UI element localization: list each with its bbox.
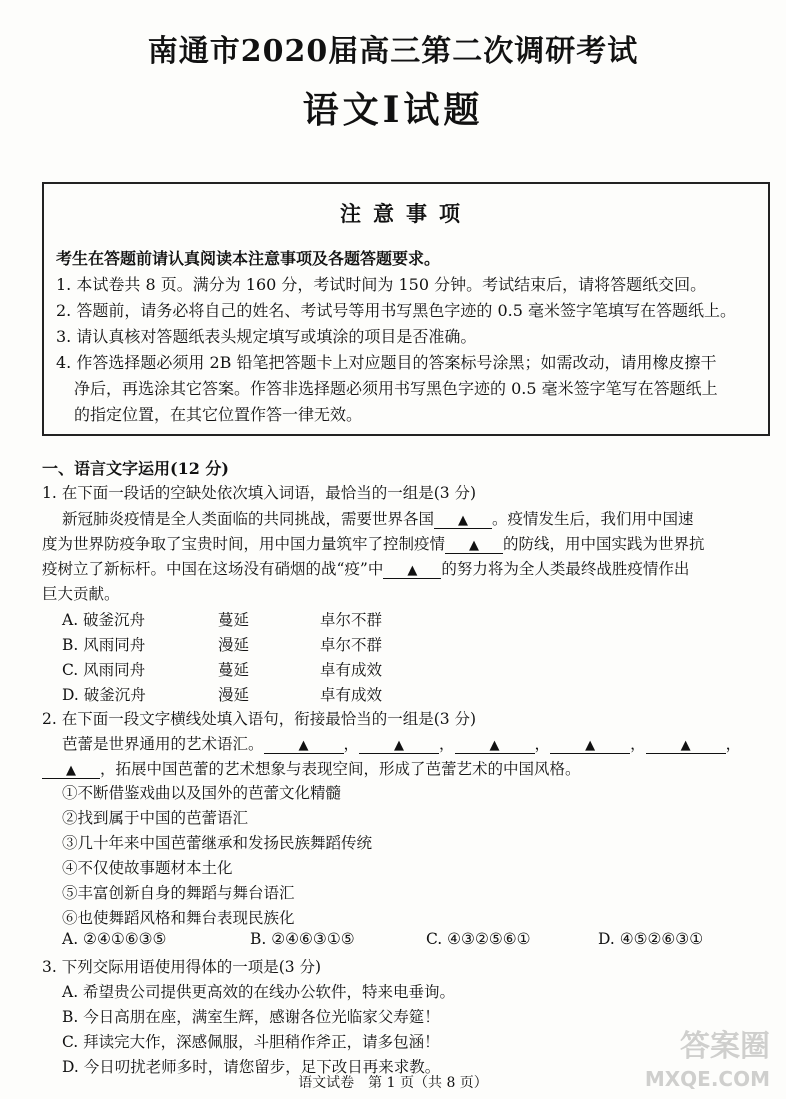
notice-item-4-cont-1: 净后，再选涂其它答案。作答非选择题必须用书写黑色字迹的 0.5 毫米签字笔写在答题纸上 — [74, 379, 718, 398]
q2-passage-line-1: 芭蕾是世界通用的艺术语汇。 ▲ ， ▲ ， ▲ ， ▲ ， ▲ ， — [62, 735, 742, 753]
q2-sentence-1: ①不断借鉴戏曲以及国外的芭蕾文化精髓 — [62, 784, 342, 802]
q1-text-3b: 的努力将为全人类最终战胜疫情作出 — [441, 560, 690, 578]
q2-sentence-5: ⑤丰富创新自身的舞蹈与舞台语汇 — [62, 884, 295, 902]
q2-blank-4: ▲ — [550, 739, 630, 754]
q2-option-b: B. ②④⑥③①⑤ — [250, 930, 355, 948]
q1-passage-line-3 — [42, 557, 689, 579]
q1-option-c-2: 蔓延 — [218, 661, 250, 679]
notice-item-4: 4. 作答选择题必须用 2B 铅笔把答题卡上对应题目的答案标号涂黑；如需改动，请用橡皮擦干 — [56, 353, 717, 372]
q3-option-a: A. 希望贵公司提供更高效的在线办公软件，特来电垂询。 — [62, 983, 456, 1001]
q2-stem: 2. 在下面一段文字横线处填入语句，衔接最恰当的一组是(3 分) — [42, 710, 477, 728]
q1-option-c-1: C. 风雨同舟 — [62, 661, 146, 679]
q1-text-3a: 疫树立了新标杆。中国在这场没有硝烟的战“疫”中 — [42, 560, 384, 578]
watermark-logo-text: 答案圈 — [680, 1029, 770, 1064]
page-footer: 语文试卷 第 1 页（共 8 页） — [298, 1075, 488, 1091]
q3-option-c: C. 拜读完大作，深感佩服，斗胆稍作斧正，请多包涵！ — [62, 1033, 440, 1051]
notice-item-2: 2. 答题前，请务必将自己的姓名、考试号等用书写黑色字迹的 0.5 毫米签字笔填写在答题纸上。 — [56, 301, 736, 320]
q1-text-1a: 新冠肺炎疫情是全人类面临的共同挑战，需要世界各国 — [62, 510, 435, 528]
q2-blank-1: ▲ — [264, 739, 344, 754]
q1-option-b-1: B. 风雨同舟 — [62, 636, 146, 654]
q2-option-c: C. ④③②⑤⑥① — [426, 930, 531, 948]
q1-passage-line-4: 巨大贡献。 — [42, 585, 120, 603]
exam-subtitle: 语文Ⅰ试题 — [302, 89, 484, 131]
q1-option-a-2: 蔓延 — [218, 611, 250, 629]
section-heading: 一、语言文字运用(12 分) — [42, 459, 229, 478]
q1-option-a-3: 卓尔不群 — [320, 611, 383, 629]
q2-blank-3: ▲ — [455, 739, 535, 754]
q1-passage-line-2 — [42, 532, 705, 554]
q2-passage-line-2 — [42, 757, 581, 779]
q2-sentence-3: ③几十年来中国芭蕾继承和发扬民族舞蹈传统 — [62, 834, 373, 852]
q1-option-a-1: A. 破釜沉舟 — [62, 611, 146, 629]
blank-1: ▲ — [434, 514, 492, 529]
q3-stem: 3. 下列交际用语使用得体的一项是(3 分) — [42, 958, 322, 976]
q1-text-2b: 的防线，用中国实践为世界抗 — [503, 535, 705, 553]
notice-intro: 考生在答题前请认真阅读本注意事项及各题答题要求。 — [56, 249, 441, 268]
q1-option-c-3: 卓有成效 — [320, 661, 383, 679]
blank-2: ▲ — [445, 539, 503, 554]
watermark-url: MXQE.COM — [644, 1067, 770, 1091]
q3-option-d: D. 今日叨扰老师多时，请您留步，足下改日再来求教。 — [62, 1058, 441, 1076]
notice-item-4-cont-2: 的指定位置，在其它位置作答一律无效。 — [74, 405, 363, 424]
q1-option-b-2: 漫延 — [218, 636, 250, 654]
q2-sentence-6: ⑥也使舞蹈风格和舞台表现民族化 — [62, 909, 295, 927]
q1-option-d-3: 卓有成效 — [320, 686, 383, 704]
notice-item-3: 3. 请认真核对答题纸表头规定填写或填涂的项目是否准确。 — [56, 327, 477, 346]
site-watermark — [624, 1021, 774, 1091]
q1-stem: 1. 在下面一段话的空缺处依次填入词语，最恰当的一组是(3 分) — [42, 484, 477, 502]
q2-text-1: 芭蕾是世界通用的艺术语汇。 — [62, 735, 264, 753]
q2-sentence-2: ②找到属于中国的芭蕾语汇 — [62, 809, 249, 827]
exam-title: 南通市2020届高三第二次调研考试 — [147, 34, 639, 69]
q1-option-b-3: 卓尔不群 — [320, 636, 383, 654]
q2-blank-2: ▲ — [359, 739, 439, 754]
blank-3: ▲ — [383, 564, 441, 579]
q2-blank-6: ▲ — [42, 764, 100, 779]
q1-text-1b: 。疫情发生后，我们用中国速 — [492, 510, 694, 528]
q3-option-b: B. 今日高朋在座，满室生辉，感谢各位光临家父寿筵！ — [62, 1008, 440, 1026]
notice-title: 注意事项 — [340, 201, 472, 226]
q2-blank-5: ▲ — [646, 739, 726, 754]
q1-option-d-2: 漫延 — [218, 686, 250, 704]
notice-item-1: 1. 本试卷共 8 页。满分为 160 分，考试时间为 150 分钟。考试结束后，请将答题纸交回。 — [56, 275, 707, 294]
q1-passage-line-1 — [62, 507, 694, 529]
q1-option-d-1: D. 破釜沉舟 — [62, 686, 146, 704]
q2-sentence-4: ④不仅使故事题材本土化 — [62, 859, 233, 877]
q2-option-a: A. ②④①⑥③⑤ — [62, 930, 167, 948]
q2-text-2: ，拓展中国芭蕾的艺术想象与表现空间，形成了芭蕾艺术的中国风格。 — [100, 760, 581, 778]
q1-text-2a: 度为世界防疫争取了宝贵时间，用中国力量筑牢了控制疫情 — [42, 535, 446, 553]
q2-option-d: D. ④⑤②⑥③① — [598, 930, 704, 948]
notice-box — [42, 182, 770, 436]
